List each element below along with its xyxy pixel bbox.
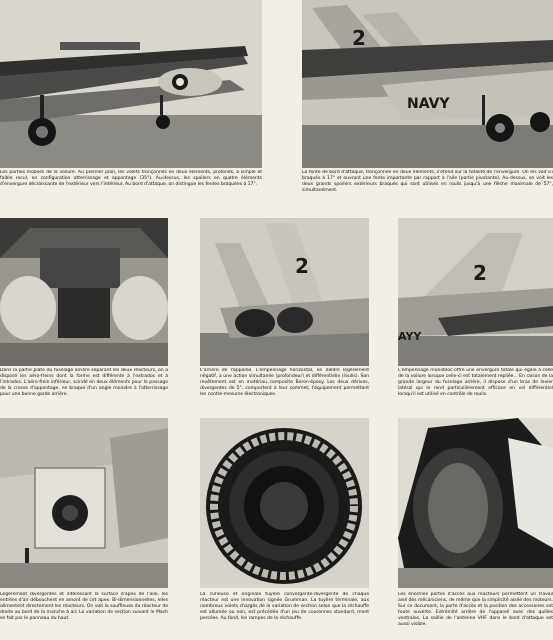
photo-exhaust-nozzle: [200, 418, 369, 588]
caption-exhaust-nozzle: La curieuse et originale tuyère convergente-divergente de chaque réacteur est une innovation signée Grumman. La tuyère terminale, aux nombreux volets chargés de la variation de section selon que la réchauffe est allumée ou non, est précédée d'un jeu de couronnes standard, ment percées. Au fond, les rampes de la réchauffe.: [200, 592, 369, 622]
photo-monobloc-stabilizer: [398, 218, 553, 366]
caption-airbrakes: Dans la partie plate du fuselage arrière séparant les deux réacteurs, on a disposé les aéro-freins dont la forme est différente à l'extrados et à l'intrados. L'aéro-frein inférieur, scindé en deux éléments pour le passage de la crosse d'appontage, ne braque d'un angle moindre à l'atterrissage pour une bonne garde arrière.: [0, 368, 168, 398]
navy-partial-label: AYY: [398, 330, 422, 343]
caption-engine-access-doors: Les énormes portes d'accès aux réacteurs permettent un travail aisé des mécaniciens, de même que la simplicité aisée des moteurs. Sur ce document, la porte d'accès et la position des accessoires est toute ouverte. Extrémité arrière de l'appareil avec des quilles ventrales. La saillie de l'antenne VHF dans le bord d'attaque est aussi visible.: [398, 592, 553, 628]
photo-airbrakes: [0, 218, 168, 366]
tail-numeral-label: 2: [352, 26, 366, 50]
caption-tail-section: L'arrière de l'appareil. L'empennage horizontal, en dièdre légèrement négatif, a une action simultanée (profondeur) et différentielle (roulis). Son revêtement est en matériau composite Boron-époxy. Les deux dérives, divergentes de 5°, comportent à leur sommet, l'équipement permettant les contre-mesures électroniques.: [200, 368, 369, 398]
photo-engine-access-doors: [398, 418, 553, 588]
navy-marking-label: NAVY: [407, 96, 450, 112]
tail-numeral-label-3: 2: [473, 261, 487, 285]
caption-monobloc-stabilizer: L'empennage monobloc offre une envergure totale qui égale à celle de la voilure lorsque celle-ci est totalement repliée... En raison de la grande largeur du fuselage arrière, il dispose d'un bras de levier latéral qui le rend particulièrement efficace en vol différentiel lorsqu'il est utilisé en contrôle de roulis.: [398, 368, 553, 398]
photo-air-intakes: [0, 418, 168, 588]
caption-air-intakes: Légèrement divergentes et intéressant la surface d'apex de l'aile, les entrées d'air débouchent en amont de cet apex. Bi-dimensionnelles, elles alimentent directement les réacteurs. On voit la souffleuse du réacteur de droite au bord de la manche à air. La variation de section suivant le Mach se fait par le panneau du haut.: [0, 592, 168, 622]
tail-numeral-label-2: 2: [295, 254, 309, 278]
caption-leading-edge-slats: La fente de bord d'attaque, tronçonnée en deux éléments, s'étend sur la totalité de l'envergure. On les voit ici braqués à 17° et ouvrant une fente importante par rapport à l'aile (partie pivotante). Au-dessus, on voit les deux grands spoilers extérieurs braqués qui sont utilisés en roulis jusqu'à une flèche maximale de 57°, simultanément.: [302, 170, 553, 194]
photo-wing-flaps: [0, 0, 262, 168]
caption-wing-flaps: Les parties mobiles de la voilure. Au premier plan, les volets tronçonnés en deux éléments, profonds, à simple et faible recul, en configuration atterrissage et appontage (35°). Au-dessus, les spoilers en quatre éléments d'envergure décroissante de l'extérieur vers l'intérieur. Au bord d'attaque, on distingue les fentes braquées à 17°.: [0, 170, 262, 188]
photo-tail-section: [200, 218, 369, 366]
photo-leading-edge-slats: [302, 0, 553, 168]
